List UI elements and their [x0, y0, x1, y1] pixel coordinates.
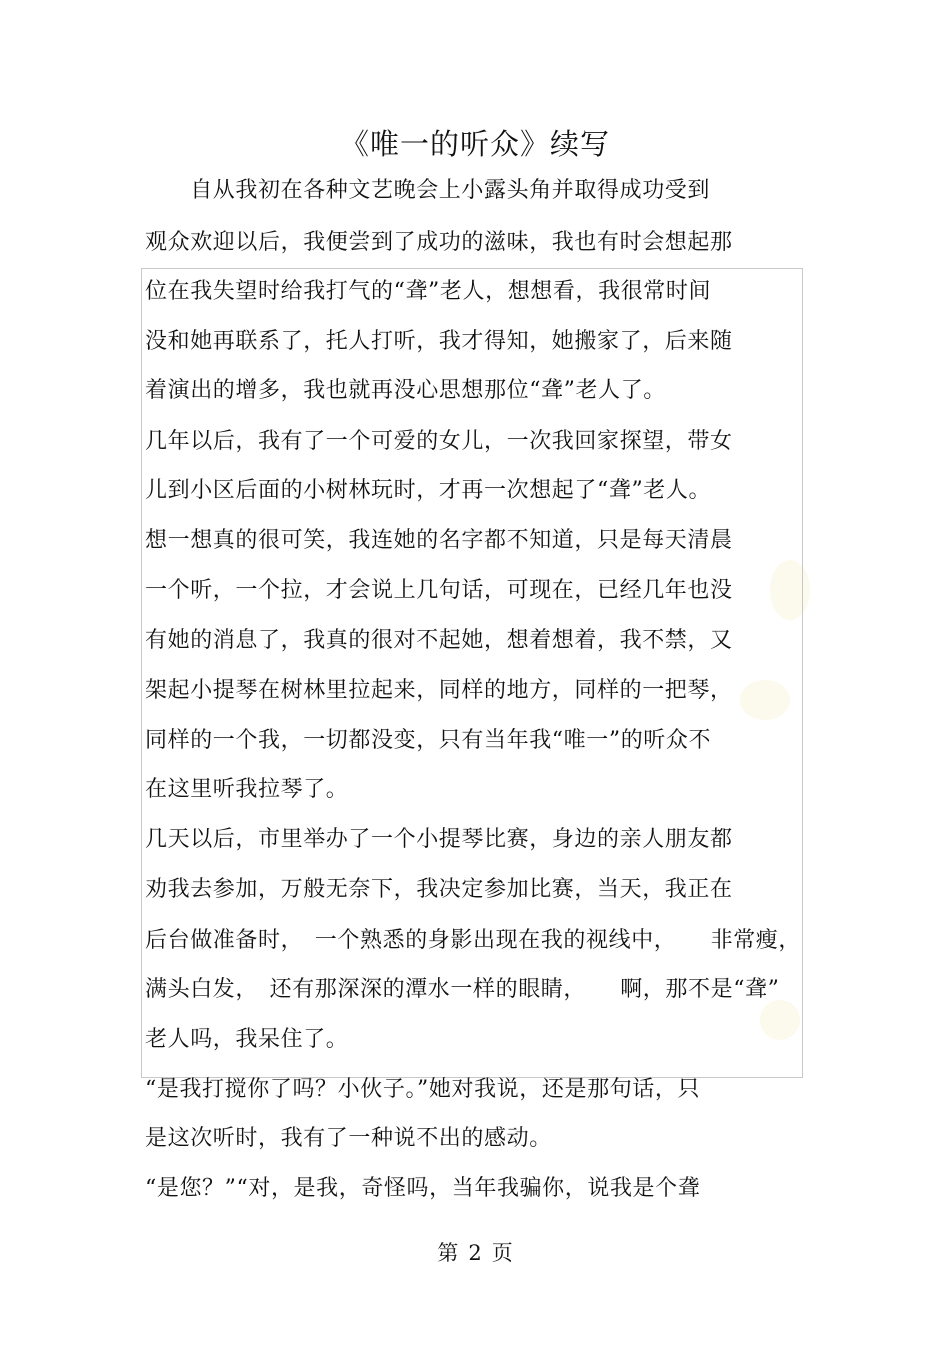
- body-line: “是您？”“对，是我，奇怪吗，当年我骗你，说我是个聋: [145, 1176, 701, 1201]
- body-line: 自从我初在各种文艺晚会上小露头角并取得成功受到: [145, 178, 711, 203]
- body-line: “是我打搅你了吗？小伙子。”她对我说，还是那句话，只: [145, 1077, 701, 1102]
- body-line: 想一想真的很可笑，我连她的名字都不知道，只是每天清晨: [145, 528, 733, 553]
- body-line: 几天以后，市里举办了一个小提琴比赛，身边的亲人朋友都: [145, 827, 733, 852]
- page-footer: [0, 1240, 950, 1266]
- body-line: 儿到小区后面的小树林玩时，才再一次想起了“聋”老人。: [145, 478, 712, 503]
- body-line: 有她的消息了，我真的很对不起她，想着想着，我不禁，又: [145, 628, 733, 653]
- body-line: 一个听，一个拉，才会说上几句话，可现在，已经几年也没: [145, 578, 733, 603]
- body-line: 观众欢迎以后，我便尝到了成功的滋味，我也有时会想起那: [145, 230, 733, 255]
- body-line: 没和她再联系了，托人打听，我才得知，她搬家了，后来随: [145, 329, 733, 354]
- body-line: 是这次听时，我有了一种说不出的感动。: [145, 1126, 552, 1151]
- body-line: 后台做准备时， 一个熟悉的身影出现在我的视线中， 非常瘦，: [145, 928, 802, 953]
- body-line: 老人吗，我呆住了。: [145, 1027, 349, 1052]
- document-title: 《唯一的听众》续写: [339, 127, 610, 161]
- body-line: 同样的一个我，一切都没变，只有当年我“唯一”的听众不: [145, 728, 712, 753]
- page-label-prefix: 第: [437, 1241, 459, 1265]
- body-line: 架起小提琴在树林里拉起来，同样的地方，同样的一把琴，: [145, 678, 733, 703]
- page-number: 2: [468, 1241, 482, 1265]
- body-line: 位在我失望时给我打气的“聋”老人，想想看，我很常时间: [145, 279, 712, 304]
- body-line: 满头白发， 还有那深深的潭水一样的眼睛， 啊，那不是“聋”: [145, 977, 780, 1002]
- body-line: 着演出的增多，我也就再没心思想那位“聋”老人了。: [145, 378, 666, 403]
- body-line: 几年以后，我有了一个可爱的女儿，一次我回家探望，带女: [145, 429, 733, 454]
- page-label-suffix: 页: [491, 1241, 513, 1265]
- body-line: 劝我去参加，万般无奈下，我决定参加比赛，当天，我正在: [145, 877, 733, 902]
- body-line: 在这里听我拉琴了。: [145, 777, 349, 802]
